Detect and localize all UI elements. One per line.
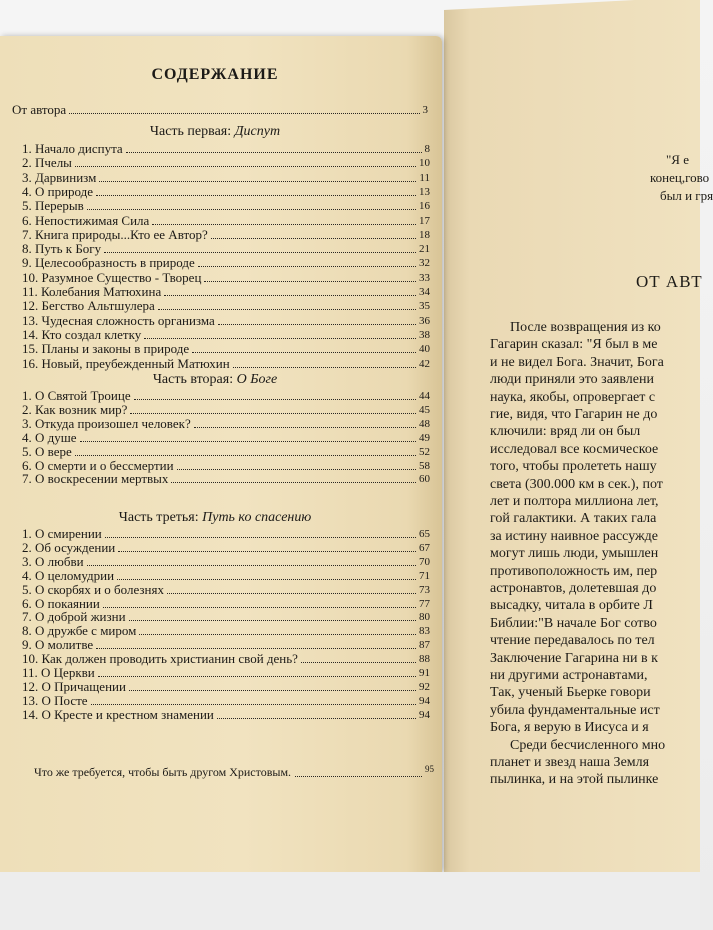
toc-entry: [22, 610, 430, 624]
dot-leader: [164, 295, 416, 296]
body-line: астронавтов, долетевшая до: [490, 581, 657, 596]
toc-entry: [22, 555, 430, 569]
toc-entry-label: 2. Как возник мир?: [22, 401, 128, 417]
body-line: После возвращения из ко: [510, 320, 661, 335]
toc-entry: [22, 357, 430, 371]
dot-leader: [103, 607, 416, 608]
body-line: того, чтобы пролететь нашу: [490, 459, 657, 475]
dot-leader: [211, 238, 416, 239]
toc-entry-page: 44: [419, 390, 430, 402]
dot-leader: [105, 537, 416, 538]
toc-entry-label: 4. О целомудрии: [22, 567, 115, 583]
dot-leader: [126, 152, 422, 153]
toc-entry: [22, 569, 430, 583]
dot-leader: [104, 252, 416, 253]
dot-leader: [96, 648, 416, 649]
toc-entry-page: 94: [419, 694, 430, 707]
body-line: ключили: вряд ли он был: [490, 424, 641, 440]
toc-entry-page: 83: [419, 625, 430, 638]
dot-leader: [192, 352, 416, 353]
toc-entry: [22, 624, 430, 638]
toc-entry-label: 3. Откуда произошел человек?: [22, 415, 191, 431]
toc-entry-label: 4. О душе: [22, 429, 77, 445]
toc-entry-label: 7. О воскресении мертвых: [22, 471, 169, 487]
part-prefix: Часть первая:: [149, 124, 235, 139]
toc-entry: [22, 199, 430, 213]
toc-entry: [22, 171, 430, 185]
toc-entry-page: 80: [419, 611, 430, 624]
toc-entry-label: 6. О смерти и о бессмертии: [22, 457, 174, 473]
toc-entry-page: 48: [419, 417, 430, 430]
toc-entry-label: 8. Путь к Богу: [22, 241, 102, 257]
toc-entry-page: 95: [425, 764, 434, 774]
toc-entry-label: 10. Как должен проводить христианин свой день?: [22, 651, 298, 667]
toc-entry: [22, 680, 430, 694]
toc-entry-label: 12. Бегство Альтшулера: [22, 298, 155, 314]
dot-leader: [295, 776, 422, 777]
dot-leader: [96, 195, 416, 196]
toc-entry: [22, 228, 430, 242]
part-name: О Боге: [236, 372, 278, 387]
body-line: Гагарин сказал: "Я был в ме: [490, 337, 658, 353]
dot-leader: [167, 593, 416, 594]
toc-entry-page: 58: [419, 459, 430, 472]
body-line: убила фундаментальные ист: [490, 702, 660, 718]
toc-entry: [22, 417, 430, 431]
toc-entry-label: 2. Об осуждении: [22, 539, 116, 555]
part-heading: [0, 510, 430, 526]
dot-leader: [118, 551, 416, 552]
toc-entry-preface: [12, 103, 428, 117]
body-line: гие, видя, что Гагарин не до: [490, 407, 658, 422]
toc-entry: [22, 541, 430, 555]
toc-entry-label: 3. О любви: [22, 553, 84, 569]
toc-entry-label: 11. Колебания Матюхина: [22, 284, 162, 299]
dot-leader: [69, 113, 419, 114]
body-line: Заключение Гагарина ни в к: [490, 650, 658, 666]
part-prefix: Часть третья:: [118, 510, 203, 525]
body-line: ни другими астронавтами,: [490, 668, 648, 683]
dot-leader: [98, 676, 416, 677]
toc-entry-page: 88: [419, 653, 430, 666]
toc-entry-label: 14. Кто создал клетку: [22, 326, 142, 342]
toc-entry-label: 9. О молитве: [22, 637, 94, 653]
toc-entry-page: 94: [419, 708, 430, 721]
toc-entry-page: 10: [419, 157, 430, 170]
toc-entry: [22, 403, 430, 417]
toc-entry-closing: [34, 765, 434, 780]
toc-entry-label: 15. Планы и законы в природе: [22, 341, 190, 357]
part-heading: [0, 124, 430, 140]
body-line: Так, ученый Бьерке говори: [490, 685, 651, 701]
body-line: могут лишь люди, умышлен: [490, 546, 659, 562]
toc-entry: [22, 285, 430, 299]
toc-entry-label: 9. Целесообразность в природе: [22, 255, 195, 271]
dot-leader: [152, 224, 416, 225]
toc-entry-page: 42: [419, 357, 430, 370]
toc-entry-label: 5. О скорбях и о болезнях: [22, 581, 164, 597]
toc-entry-label: 2. Пчелы: [22, 155, 72, 171]
toc-entry: [22, 142, 430, 156]
toc-entry-page: 65: [419, 528, 430, 540]
background-bottom: [0, 872, 700, 930]
toc-entry-label: 13. О Посте: [22, 692, 88, 708]
body-line: за истину наивное рассужде: [490, 528, 659, 544]
toc-entry: [22, 583, 430, 597]
dot-leader: [218, 324, 416, 325]
body-line: планет и звезд наша Земля: [490, 755, 650, 770]
epigraph-line: "Я е: [666, 152, 689, 167]
toc-entry-page: 36: [419, 314, 430, 327]
toc-entry: [22, 314, 430, 328]
toc-entry-page: 21: [419, 243, 430, 256]
body-line: света (300.000 км в сек.), пот: [490, 476, 663, 492]
toc-entry-page: 73: [419, 583, 430, 596]
toc-entry-page: 18: [419, 228, 430, 241]
body-line: наука, якобы, опровергает с: [490, 389, 656, 405]
toc-entry-label: 7. О доброй жизни: [22, 609, 126, 625]
toc-entry: [22, 638, 430, 652]
dot-leader: [75, 166, 416, 167]
toc-entry: [22, 694, 430, 708]
dot-leader: [117, 579, 416, 580]
toc-entry-label: 1. О смирении: [22, 526, 102, 541]
toc-entry-label: От автора: [12, 102, 67, 117]
toc-entry: [22, 666, 430, 680]
body-line: лет и полтора миллиона лет,: [490, 494, 659, 509]
toc-entry-label: 14. О Кресте и крестном знамении: [22, 706, 214, 722]
toc-entry-label: 10. Разумное Существо - Творец: [22, 269, 202, 285]
dot-leader: [99, 181, 416, 182]
part-name: Путь ко спасению: [202, 510, 312, 525]
epigraph-line: был и гря: [660, 188, 713, 203]
dot-leader: [87, 565, 416, 566]
toc-entry: [22, 527, 430, 541]
body-line: Бога, я верую в Иисуса и я: [490, 720, 649, 736]
dot-leader: [301, 662, 416, 663]
toc-entry-page: 8: [424, 143, 430, 155]
toc-entry-page: 67: [419, 541, 430, 554]
dot-leader: [134, 399, 416, 400]
toc-entry-page: 32: [419, 257, 430, 270]
toc-entry-page: 34: [419, 286, 430, 298]
page-title: СОДЕРЖАНИЕ: [151, 66, 279, 83]
body-line: Среди бесчисленного мно: [510, 737, 666, 753]
dot-leader: [217, 718, 416, 719]
dot-leader: [198, 266, 416, 267]
toc-entry: [22, 431, 430, 445]
toc-entry-page: 17: [419, 214, 430, 227]
body-line: гой галактики. А таких гала: [490, 511, 657, 527]
toc-entry-label: 8. О дружбе с миром: [22, 623, 137, 639]
toc-entry-page: 16: [419, 200, 430, 213]
toc-entry-label: 4. О природе: [22, 183, 94, 199]
toc-entry: [22, 271, 430, 285]
dot-leader: [130, 413, 416, 414]
toc-entry-label: 11. О Церкви: [22, 665, 95, 680]
body-line: люди приняли это заявлени: [490, 372, 654, 388]
toc-entry-label: 6. О покаянии: [22, 595, 100, 611]
dot-leader: [233, 367, 416, 368]
toc-entry-label: Что же требуется, чтобы быть другом Христовым.: [34, 765, 292, 779]
dot-leader: [129, 620, 416, 621]
part-prefix: Часть вторая:: [152, 372, 237, 387]
toc-entry-page: 70: [419, 555, 430, 568]
toc-entry: [22, 472, 430, 486]
body-line: чтение передавалось по тел: [490, 633, 655, 649]
toc-entry-label: 13. Чудесная сложность организма: [22, 312, 215, 328]
toc-entry: [22, 342, 430, 356]
dot-leader: [171, 482, 416, 483]
toc-entry-label: 6. Непостижимая Сила: [22, 212, 150, 228]
dot-leader: [144, 338, 416, 339]
body-line: высадку, читала в орбите Л: [490, 598, 653, 614]
toc-entry: [22, 328, 430, 342]
toc-entry-label: 5. Перерыв: [22, 198, 84, 214]
toc-entry: [22, 708, 430, 722]
toc-entry-page: 35: [419, 300, 430, 313]
dot-leader: [75, 455, 416, 456]
toc-entry: [22, 242, 430, 256]
toc-entry-label: 1. О Святой Троице: [22, 388, 131, 403]
toc-entry-page: 33: [419, 271, 430, 284]
part-heading: [0, 372, 430, 388]
toc-entry-page: 49: [419, 431, 430, 444]
toc-entry: [22, 185, 430, 199]
dot-leader: [80, 441, 416, 442]
toc-entry-page: 71: [419, 569, 430, 582]
right-heading: ОТ АВТ: [636, 272, 703, 291]
body-line: пылинка, и на этой пылинке: [490, 772, 659, 788]
dot-leader: [91, 704, 416, 705]
dot-leader: [87, 209, 416, 210]
toc-entry-page: 3: [422, 104, 428, 116]
dot-leader: [158, 309, 416, 310]
dot-leader: [194, 427, 416, 428]
body-line: Библии:"В начале Бог сотво: [490, 615, 657, 631]
toc-entry-label: 16. Новый, преубежденный Матюхин: [22, 355, 230, 371]
body-line: противоположность им, пер: [490, 563, 658, 579]
toc-entry: [22, 256, 430, 270]
toc-entry-page: 91: [419, 667, 430, 679]
toc-entry-page: 52: [419, 445, 430, 458]
toc-entry-page: 87: [419, 639, 430, 652]
toc-entry-page: 13: [419, 185, 430, 198]
dot-leader: [129, 690, 416, 691]
toc-entry-label: 1. Начало диспута: [22, 141, 123, 156]
toc-entry-page: 45: [419, 403, 430, 416]
toc-entry-page: 38: [419, 328, 430, 341]
dot-leader: [139, 634, 416, 635]
toc-entry-page: 77: [419, 597, 430, 610]
part-name: Диспут: [234, 124, 281, 139]
toc-entry: [22, 156, 430, 170]
toc-entry-label: 7. Книга природы...Кто ее Автор?: [22, 226, 208, 242]
dot-leader: [177, 469, 416, 470]
body-line: исследовал все космическое: [490, 441, 659, 457]
toc-entry-page: 40: [419, 343, 430, 356]
toc-entry-page: 92: [419, 680, 430, 693]
toc-entry: [22, 597, 430, 611]
toc-entry: [22, 459, 430, 473]
toc-entry-page: 11: [419, 171, 430, 184]
toc-entry: [22, 652, 430, 666]
toc-entry-page: 60: [419, 473, 430, 486]
toc-entry: [22, 299, 430, 313]
body-line: и не видел Бога. Значит, Бога: [490, 354, 664, 370]
toc-entry-label: 5. О вере: [22, 443, 72, 459]
epigraph-line: конец,гово: [650, 170, 710, 185]
toc-entry-label: 12. О Причащении: [22, 678, 126, 694]
toc-entry: [22, 389, 430, 403]
toc-entry-label: 3. Дарвинизм: [22, 169, 97, 185]
toc-entry: [22, 214, 430, 228]
toc-entry: [22, 445, 430, 459]
dot-leader: [204, 281, 416, 282]
